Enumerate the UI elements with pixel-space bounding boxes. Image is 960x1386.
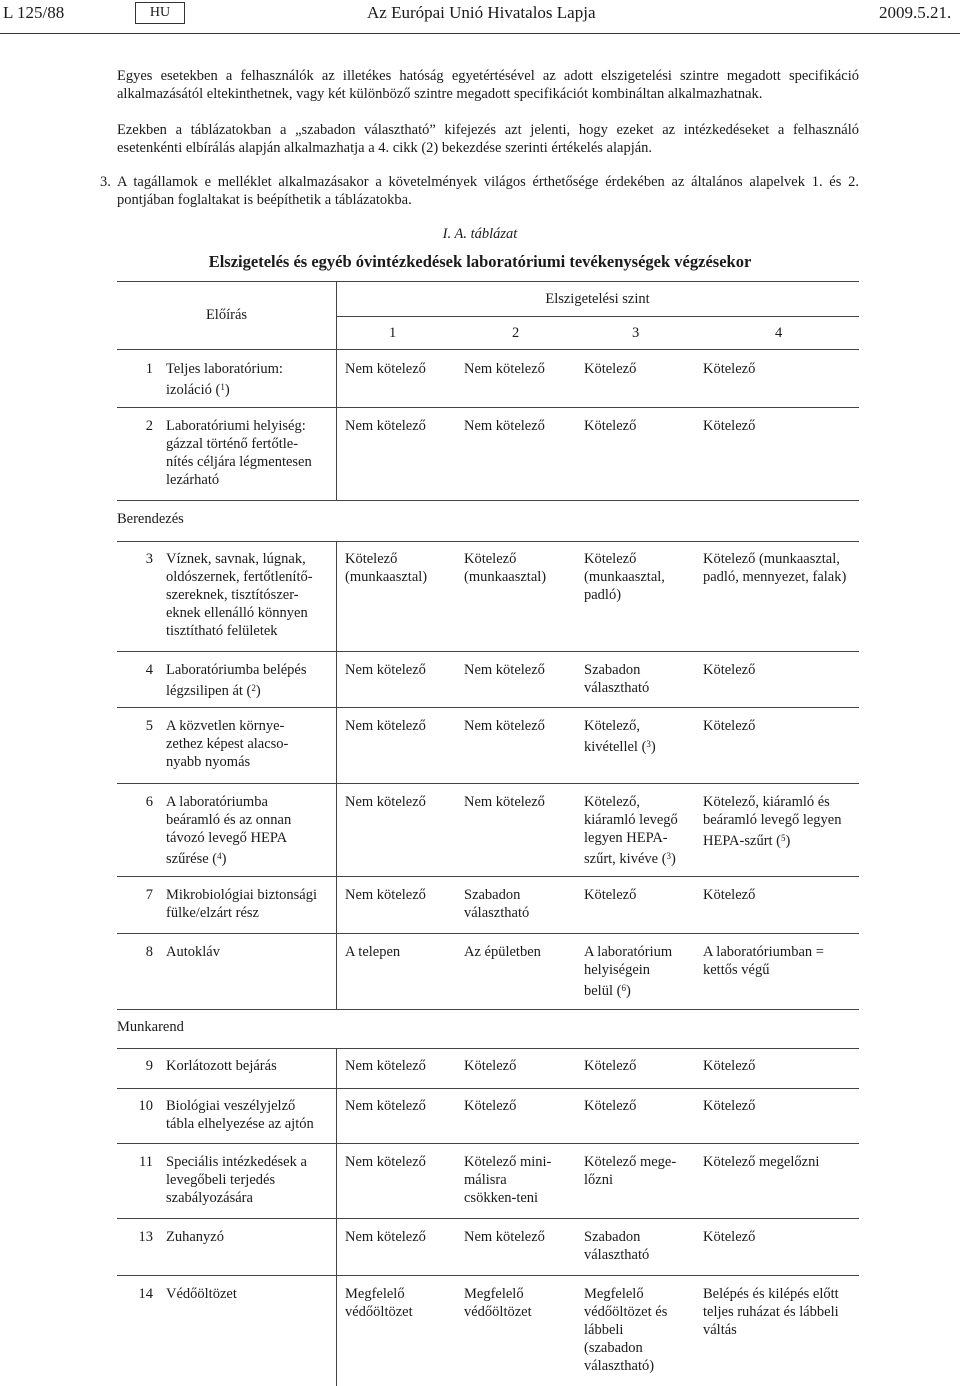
cell-line: izoláció ($^1$) — [166, 382, 230, 398]
cell-line: légzsilipen át ($^2$) — [166, 683, 261, 699]
footnote-marker: 4 — [217, 851, 222, 861]
cell-line: Kötelező — [703, 1098, 756, 1114]
row-label — [166, 1153, 307, 1207]
level-3-value — [584, 886, 636, 904]
row-label — [166, 550, 313, 640]
header-bottom-rule — [117, 349, 859, 350]
section-munkarend: Munkarend — [117, 1019, 184, 1035]
cell-line: védőöltözet és — [584, 1304, 668, 1320]
row-rule — [117, 407, 859, 408]
cell-line: Szabadon — [584, 1229, 641, 1245]
cell-line: Nem kötelező — [345, 662, 426, 678]
cell-line: kivétellel ($^3$) — [584, 739, 656, 755]
cell-line: Kötelező, kiáramló és — [703, 794, 830, 810]
cell-line: Kötelező, — [584, 718, 640, 734]
level-4-value — [703, 717, 755, 735]
journal-title: Az Európai Unió Hivatalos Lapja — [367, 3, 596, 22]
cell-line: Kötelező — [464, 1058, 517, 1074]
cell-line: málisra — [464, 1172, 507, 1188]
cell-line: választható — [584, 1247, 650, 1263]
footnote-marker: 3 — [646, 739, 651, 749]
header-level-4: 4 — [775, 325, 783, 341]
row-label — [166, 1285, 237, 1303]
row-label — [166, 1097, 314, 1133]
cell-line: szűrése ($^4$) — [166, 851, 227, 867]
row-label — [166, 717, 288, 771]
level-3-value — [584, 1285, 667, 1375]
level-2-value — [464, 661, 545, 679]
row-rule — [117, 1143, 859, 1144]
level-4-value — [703, 1057, 755, 1075]
cell-line: Kötelező — [584, 1098, 637, 1114]
level-2-value — [464, 717, 545, 735]
row-rule — [117, 876, 859, 877]
level-1-value — [345, 661, 426, 679]
cell-line: teljes ruházat és lábbeli — [703, 1304, 839, 1320]
cell-line: Kötelező — [703, 1058, 756, 1074]
row-label — [166, 417, 312, 489]
cell-line: HEPA-szűrt ($^5$) — [703, 833, 791, 849]
level-1-value — [345, 550, 427, 586]
cell-line: Kötelező — [703, 718, 756, 734]
level-3-value — [584, 1057, 636, 1075]
cell-line: eknek ellenálló könnyen — [166, 605, 308, 621]
cell-line: Kötelező (munkaasztal, — [703, 551, 840, 567]
cell-line: padló, mennyezet, falak) — [703, 569, 847, 585]
footnote-marker: 6 — [621, 983, 626, 993]
cell-line: védőöltözet — [464, 1304, 532, 1320]
cell-line: beáramló levegő legyen — [703, 812, 842, 828]
row-rule — [117, 1275, 859, 1276]
cell-line: lezárható — [166, 472, 220, 488]
cell-line: védőöltözet — [345, 1304, 413, 1320]
paragraph-1 — [117, 67, 859, 103]
table-title: Elszigetelés és egyéb óvintézkedések laboratóriumi tevékenységek végzésekor — [208, 252, 752, 271]
cell-line: Megfelelő — [464, 1286, 524, 1302]
cell-line: Nem kötelező — [464, 718, 545, 734]
level-1-value — [345, 417, 426, 435]
row-number: 7 — [145, 887, 153, 903]
level-3-value — [584, 417, 636, 435]
level-2-value — [464, 1285, 532, 1321]
row-number: 2 — [145, 418, 153, 434]
cell-line: lábbeli — [584, 1322, 624, 1338]
level-3-value — [584, 1097, 636, 1115]
cell-line: fülke/elzárt rész — [166, 905, 259, 921]
cell-line: Az épületben — [464, 944, 541, 960]
cell-line: A telepen — [345, 944, 401, 960]
cell-line: Kötelező — [703, 418, 756, 434]
row-rule — [117, 500, 859, 501]
paragraph-line: A tagállamok e melléklet alkalmazásakor a követelmények világos érthetősége érdekében az általános alapelvek 1. és 2. — [117, 174, 859, 190]
row-label — [166, 661, 307, 700]
level-2-value — [464, 886, 529, 922]
row-number: 10 — [138, 1098, 153, 1114]
level-3-value — [584, 943, 672, 1000]
level-4-value — [703, 1097, 755, 1115]
footnote-marker: 2 — [251, 683, 256, 693]
cell-line: Biológiai veszélyjelző — [166, 1098, 296, 1114]
cell-line: Nem kötelező — [345, 718, 426, 734]
cell-line: (munkaasztal) — [345, 569, 428, 585]
cell-line: Nem kötelező — [464, 418, 545, 434]
cell-line: választható — [464, 905, 530, 921]
header-eloiras: Előírás — [205, 307, 248, 323]
cell-line: Kötelező — [584, 418, 637, 434]
level-1-value — [345, 1097, 426, 1115]
level-4-value — [703, 943, 824, 979]
cell-line: nítés céljára légmentesen — [166, 454, 312, 470]
row-label — [166, 886, 317, 922]
cell-line: Víznek, savnak, lúgnak, — [166, 551, 306, 567]
cell-line: belül ($^6$) — [584, 983, 631, 999]
cell-line: tisztítható felületek — [166, 623, 278, 639]
level-2-value — [464, 1057, 516, 1075]
row-number: 14 — [138, 1286, 153, 1302]
cell-line: Nem kötelező — [464, 794, 545, 810]
level-1-value — [345, 793, 426, 811]
cell-line: Nem kötelező — [345, 1154, 426, 1170]
level-2-value — [464, 1153, 551, 1207]
row-number: 3 — [145, 551, 153, 567]
cell-line: levegőbeli terjedés — [166, 1172, 276, 1188]
cell-line: Nem kötelező — [464, 662, 545, 678]
language-code-box: HU — [135, 2, 185, 24]
cell-line: padló) — [584, 587, 622, 603]
cell-line: Nem kötelező — [345, 361, 426, 377]
paragraph-2 — [117, 121, 859, 157]
cell-line: Nem kötelező — [345, 1229, 426, 1245]
table-top-rule — [117, 281, 859, 282]
cell-line: Kötelező — [584, 887, 637, 903]
cell-line: Nem kötelező — [464, 361, 545, 377]
row-number: 13 — [138, 1229, 153, 1245]
cell-line: váltás — [703, 1322, 737, 1338]
cell-line: kiáramló levegő — [584, 812, 678, 828]
cell-line: A laboratóriumban = — [703, 944, 824, 960]
footnote-marker: 5 — [781, 833, 786, 843]
cell-line: Kötelező mege- — [584, 1154, 677, 1170]
level-4-value — [703, 1285, 839, 1339]
level-2-value — [464, 360, 545, 378]
level-1-value — [345, 1285, 413, 1321]
level-2-value — [464, 943, 541, 961]
cell-line: Autokláv — [166, 944, 220, 960]
header-level-1: 1 — [389, 325, 397, 341]
level-1-value — [345, 1228, 426, 1246]
paragraph-line: pontjában foglaltakat is beépíthetik a táblázatokba. — [117, 192, 412, 208]
row-label — [166, 1057, 277, 1075]
cell-line: Nem kötelező — [345, 418, 426, 434]
cell-line: Mikrobiológiai biztonsági — [166, 887, 318, 903]
cell-line: Nem kötelező — [345, 1058, 426, 1074]
level-4-value — [703, 793, 842, 850]
header-level-2: 2 — [512, 325, 520, 341]
cell-line: szűrt, kivéve ($^3$) — [584, 851, 676, 867]
row-rule — [117, 1088, 859, 1089]
cell-line: lőzni — [584, 1172, 613, 1188]
cell-line: Zuhanyzó — [166, 1229, 224, 1245]
cell-line: Kötelező — [703, 662, 756, 678]
row-label — [166, 1228, 224, 1246]
cell-line: A laboratórium — [584, 944, 673, 960]
cell-line: (szabadon — [584, 1340, 643, 1356]
cell-line: (munkaasztal, — [584, 569, 665, 585]
cell-line: csökken-teni — [464, 1190, 539, 1206]
row-number: 4 — [145, 662, 153, 678]
cell-line: Laboratóriumba belépés — [166, 662, 307, 678]
cell-line: Kötelező — [584, 361, 637, 377]
level-2-value — [464, 1228, 545, 1246]
level-2-value — [464, 793, 545, 811]
cell-line: Szabadon — [464, 887, 521, 903]
level-3-value — [584, 793, 678, 868]
row-number: 5 — [145, 718, 153, 734]
row-rule — [117, 707, 859, 708]
row-label — [166, 793, 291, 868]
cell-line: Kötelező — [703, 887, 756, 903]
paragraph-3 — [117, 173, 859, 209]
cell-line: nyabb nyomás — [166, 754, 251, 770]
cell-line: Kötelező — [584, 1058, 637, 1074]
cell-line: szereknek, tisztítószer- — [166, 587, 299, 603]
row-rule — [117, 1218, 859, 1219]
cell-line: választható) — [584, 1358, 655, 1374]
paragraph-line: Egyes esetekben a felhasználók az illetékes hatóság egyetértésével az adott elszigetelési szintre megadott specifikáció — [117, 68, 859, 84]
cell-line: Korlátozott bejárás — [166, 1058, 277, 1074]
row-number: 11 — [139, 1154, 153, 1170]
header-level-3: 3 — [632, 325, 640, 341]
row-rule — [117, 541, 859, 542]
level-1-value — [345, 360, 426, 378]
level-3-value — [584, 360, 636, 378]
level-4-value — [703, 661, 755, 679]
level-4-value — [703, 360, 755, 378]
row-number: 9 — [145, 1058, 153, 1074]
cell-line: gázzal történő fertőtle- — [166, 436, 299, 452]
level-4-value — [703, 550, 846, 586]
level-4-value — [703, 886, 755, 904]
cell-line: választható — [584, 680, 650, 696]
level-1-value — [345, 886, 426, 904]
cell-line: Nem kötelező — [345, 1098, 426, 1114]
cell-line: szabályozására — [166, 1190, 253, 1206]
cell-line: beáramló és az onnan — [166, 812, 292, 828]
cell-line: Kötelező — [464, 1098, 517, 1114]
row-rule — [117, 651, 859, 652]
row-number: 6 — [145, 794, 153, 810]
level-2-value — [464, 550, 546, 586]
cell-line: oldószernek, fertőtlenítő- — [166, 569, 313, 585]
cell-line: kettős végű — [703, 962, 770, 978]
cell-line: Laboratóriumi helyiség: — [166, 418, 306, 434]
cell-line: Kötelező mini- — [464, 1154, 552, 1170]
cell-line: Kötelező megelőzni — [703, 1154, 820, 1170]
cell-line: Nem kötelező — [464, 1229, 545, 1245]
cell-line: A közvetlen környe- — [166, 718, 285, 734]
cell-line: Belépés és kilépés előtt — [703, 1286, 839, 1302]
footnote-marker: 3 — [666, 851, 672, 861]
column-divider — [336, 1048, 337, 1386]
level-1-value — [345, 943, 400, 961]
cell-line: Védőöltözet — [166, 1286, 237, 1302]
cell-line: Kötelező — [345, 551, 398, 567]
level-4-value — [703, 417, 755, 435]
column-divider — [336, 349, 337, 500]
cell-line: zethez képest alacso- — [166, 736, 289, 752]
cell-line: legyen HEPA- — [584, 830, 668, 846]
level-4-value — [703, 1153, 819, 1171]
row-rule — [117, 933, 859, 934]
cell-line: (munkaasztal) — [464, 569, 547, 585]
cell-line: Speciális intézkedések a — [166, 1154, 307, 1170]
level-2-value — [464, 1097, 516, 1115]
publication-date: 2009.5.21. — [879, 3, 952, 22]
level-group-rule — [336, 316, 859, 317]
paragraph-line: Ezekben a táblázatokban a „szabadon választható” kifejezés azt jelenti, hogy ezeket az intézkedéseket a felhasználó — [117, 122, 859, 138]
level-3-value — [584, 1228, 649, 1264]
row-rule — [117, 1048, 859, 1049]
level-1-value — [345, 1057, 426, 1075]
table-caption: I. A. táblázat — [442, 226, 518, 242]
section-berendezes: Berendezés — [117, 511, 184, 527]
paragraph-3-number: 3. — [100, 174, 111, 190]
row-rule — [117, 1009, 859, 1010]
row-label — [166, 360, 283, 399]
cell-line: A laboratóriumba — [166, 794, 268, 810]
cell-line: Kötelező — [584, 551, 637, 567]
level-1-value — [345, 717, 426, 735]
cell-line: Kötelező — [703, 361, 756, 377]
level-1-value — [345, 1153, 426, 1171]
cell-line: Kötelező, — [584, 794, 640, 810]
page-reference: L 125/88 — [3, 3, 65, 22]
level-3-value — [584, 550, 665, 604]
row-rule — [117, 783, 859, 784]
cell-line: Nem kötelező — [345, 794, 426, 810]
paragraph-line: alkalmazásától eltekinthetnek, vagy két különböző szintre megadott specifikációt kombináltan alkalmazhatnak. — [117, 86, 763, 102]
cell-line: helyiségein — [584, 962, 651, 978]
level-3-value — [584, 717, 656, 756]
row-label — [166, 943, 220, 961]
cell-line: Nem kötelező — [345, 887, 426, 903]
level-4-value — [703, 1228, 755, 1246]
cell-line: Teljes laboratórium: — [166, 361, 283, 377]
level-3-value — [584, 1153, 676, 1189]
cell-line: Kötelező — [703, 1229, 756, 1245]
cell-line: Megfelelő — [584, 1286, 644, 1302]
paragraph-line: esetenkénti elbírálás alapján alkalmazhatja a 4. cikk (2) bekezdése szerinti értékelés alapján. — [117, 140, 653, 156]
row-number: 1 — [145, 361, 153, 377]
column-divider — [336, 541, 337, 1009]
row-number: 8 — [145, 944, 153, 960]
cell-line: távozó levegő HEPA — [166, 830, 288, 846]
cell-line: Szabadon — [584, 662, 641, 678]
footnote-marker: 1 — [220, 382, 225, 392]
cell-line: Megfelelő — [345, 1286, 405, 1302]
header-level-group: Elszigetelési szint — [545, 291, 650, 307]
cell-line: Kötelező — [464, 551, 517, 567]
level-3-value — [584, 661, 649, 697]
header-rule — [0, 33, 960, 34]
level-2-value — [464, 417, 545, 435]
cell-line: tábla elhelyezése az ajtón — [166, 1116, 314, 1132]
